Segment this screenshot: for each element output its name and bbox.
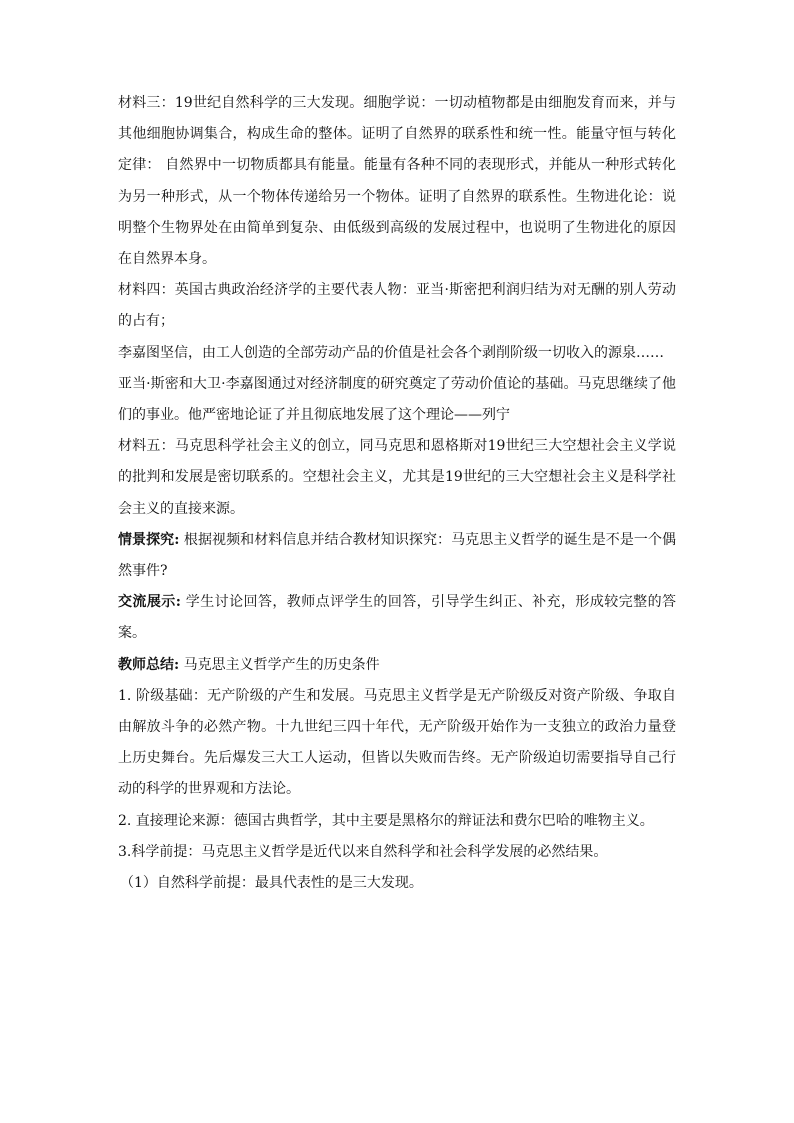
scenario-inquiry-paragraph	[118, 525, 676, 587]
material-four-paragraph: 材料四：英国古典政治经济学的主要代表人物：亚当·斯密把利润归结为对无酬的别人劳动的占有；	[118, 282, 676, 330]
material-three-paragraph: 材料三：19世纪自然科学的三大发现。细胞学说：一切动植物都是由细胞发育而来，并与其他细胞协调集合，构成生命的整体。证明了自然界的联系性和统一性。能量守恒与转化定律： 自然界中一切物质都具有能量。能量有各种不同的表现形式，并能从一种形式转化为另一种形式，从一个物体传递给另一个物体。证明了自然界的联系性。生物进化论：说明整个生物界处在由简单到复杂、由低级到高级的发展过程中，也说明了生物进化的原因在自然界本身。	[118, 95, 676, 268]
material-five-paragraph: 材料五：马克思科学社会主义的创立，同马克思和恩格斯对19世纪三大空想社会主义学说的批判和发展是密切联系的。空想社会主义，尤其是19世纪的三大空想社会主义是科学社会主义的直接来源。	[118, 438, 676, 517]
exchange-display-text: 学生讨论回答，教师点评学生的回答，引导学生纠正、补充，形成较完整的答案。	[118, 594, 677, 642]
lenin-quote-paragraph: 亚当·斯密和大卫·李嘉图通过对经济制度的研究奠定了劳动价值论的基础。马克思继续了他们的事业。他严密地论证了并且彻底地发展了这个理论——列宁	[118, 375, 676, 424]
exchange-display-label: 交流展示:	[118, 594, 181, 611]
class-basis-item: 1. 阶级基础：无产阶级的产生和发展。马克思主义哲学是无产阶级反对资产阶级、争取自由解放斗争的必然产物。十九世纪三四十年代，无产阶级开始作为一支独立的政治力量登上历史舞台。先后爆发三大工人运动，但皆以失败而告终。无产阶级迫切需要指导自己行动的科学的世界观和方法论。	[118, 687, 676, 798]
teacher-summary-label: 教师总结:	[118, 656, 180, 673]
teacher-summary-paragraph	[118, 650, 676, 681]
scientific-premise-item: 3.科学前提：马克思主义哲学是近代以来自然科学和社会科学发展的必然结果。	[118, 843, 608, 860]
exchange-display-paragraph	[118, 587, 676, 649]
teacher-summary-text: 马克思主义哲学产生的历史条件	[179, 656, 380, 673]
scenario-inquiry-label: 情景探究:	[118, 531, 180, 548]
scenario-inquiry-text: 根据视频和材料信息并结合教材知识探究：马克思主义哲学的诞生是不是一个偶然事件?	[118, 531, 677, 580]
natural-science-premise-item: （1）自然科学前提：最具代表性的是三大发现。	[120, 875, 423, 892]
ricardo-quote-paragraph: 李嘉图坚信，由工人创造的全部劳动产品的价值是社会各个剥削阶级一切收入的源泉……	[118, 344, 664, 361]
theory-source-item: 2. 直接理论来源：德国古典哲学，其中主要是黑格尔的辩证法和费尔巴哈的唯物主义。	[118, 812, 654, 829]
